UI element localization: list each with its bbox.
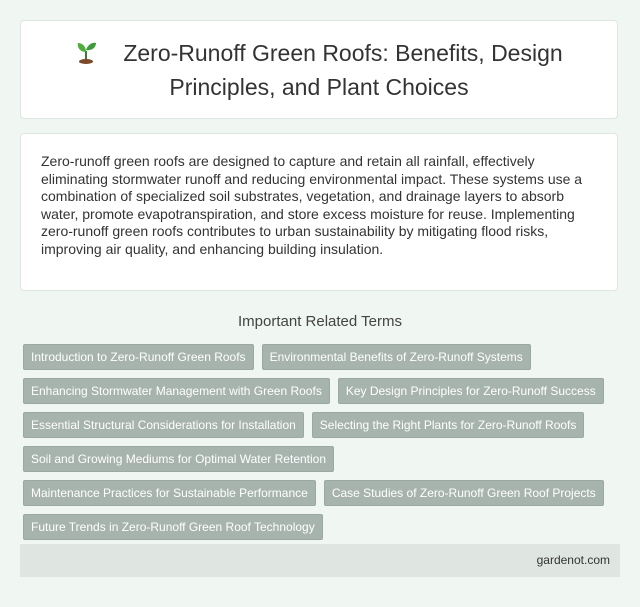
related-terms-list (23, 344, 623, 540)
related-term-tag[interactable]: Introduction to Zero-Runoff Green Roofs (23, 344, 254, 370)
footer-site-link[interactable]: gardenot.com (536, 553, 610, 567)
related-term-tag[interactable]: Future Trends in Zero-Runoff Green Roof Technology (23, 514, 323, 540)
page-title (59, 36, 579, 104)
intro-paragraph: Zero-runoff green roofs are designed to capture and retain all rainfall, effectively eliminating stormwater runoff and reducing environmental impact. These systems use a combination of specialized soil substrates, vegetation, and drainage layers to absorb water, promote evapotranspiration, and store excess moisture for reuse. Implementing zero-runoff green roofs contributes to urban sustainability by mitigating flood risks, improving air quality, and enhancing building insulation. (41, 153, 583, 257)
page-title-text: Zero-Runoff Green Roofs: Benefits, Design Principles, and Plant Choices (123, 39, 563, 100)
related-term-tag[interactable]: Maintenance Practices for Sustainable Performance (23, 480, 316, 506)
related-term-tag[interactable]: Soil and Growing Mediums for Optimal Water Retention (23, 446, 334, 472)
sprout-icon (75, 40, 97, 64)
related-term-tag[interactable]: Selecting the Right Plants for Zero-Runoff Roofs (312, 412, 585, 438)
footer (20, 544, 620, 577)
intro-card (20, 133, 618, 291)
related-term-tag[interactable]: Environmental Benefits of Zero-Runoff Systems (262, 344, 531, 370)
related-terms-heading: Important Related Terms (238, 313, 402, 330)
related-term-tag[interactable]: Enhancing Stormwater Management with Green Roofs (23, 378, 330, 404)
title-card (20, 20, 618, 119)
related-term-tag[interactable]: Key Design Principles for Zero-Runoff Success (338, 378, 604, 404)
related-term-tag[interactable]: Case Studies of Zero-Runoff Green Roof Projects (324, 480, 604, 506)
related-term-tag[interactable]: Essential Structural Considerations for Installation (23, 412, 304, 438)
